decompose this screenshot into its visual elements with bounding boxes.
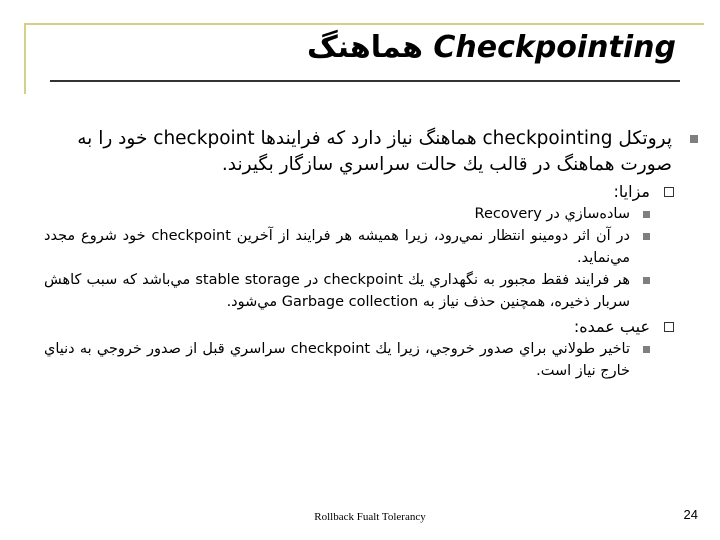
bullet-advantages-text: مزايا: [613, 182, 650, 201]
sub-bullet-text: در آن اثر دومينو انتظار نمي‌رود، زيرا هميشه هر فرايند از آخرين checkpoint خود شروع مجدد مي‌نمايد. [44, 228, 630, 266]
slide-body [44, 126, 698, 382]
title-underline [50, 80, 680, 82]
title-frame-top [24, 23, 704, 25]
slide-footer: Rollback Fualt Tolerancy [314, 511, 426, 523]
sub-bullet-storage [44, 269, 698, 313]
title-latin: Checkpointing [433, 30, 676, 65]
page-number: 24 [683, 507, 698, 522]
square-bullet-icon [643, 346, 650, 353]
title-persian: هماهنگ [306, 30, 423, 65]
slide-title [40, 28, 676, 78]
hollow-square-bullet-icon [664, 322, 674, 332]
sub-bullet-text: ساده‌سازي در Recovery [474, 206, 630, 222]
square-bullet-icon [690, 135, 698, 143]
sub-bullet-text: هر فرايند فقط مجبور به نگهداري يك checkpoint در stable storage مي‌باشد كه سبب كاهش سربار ذخيره، همچنين حذف نياز به Garbage collection مي‌شود. [44, 272, 630, 310]
sub-bullet-delay [44, 338, 698, 382]
title-frame-left [24, 23, 26, 94]
bullet-protocol-text: پروتكل checkpointing هماهنگ نياز دارد كه فرايندها checkpoint خود را به صورت هماهنگ در قالب يك حالت سراسري سازگار بگيرند. [77, 128, 672, 175]
bullet-advantages [44, 181, 698, 203]
bullet-protocol [44, 126, 698, 178]
sub-bullet-text: تاخير طولاني براي صدور خروجي، زيرا يك checkpoint سراسري قبل از صدور خروجي به دنياي خارج نياز است. [44, 341, 630, 379]
square-bullet-icon [643, 277, 650, 284]
sub-bullet-domino [44, 225, 698, 269]
square-bullet-icon [643, 233, 650, 240]
bullet-disadvantage [44, 316, 698, 338]
sub-bullet-recovery [44, 203, 698, 225]
bullet-disadvantage-text: عيب عمده: [573, 317, 650, 336]
hollow-square-bullet-icon [664, 187, 674, 197]
square-bullet-icon [643, 211, 650, 218]
